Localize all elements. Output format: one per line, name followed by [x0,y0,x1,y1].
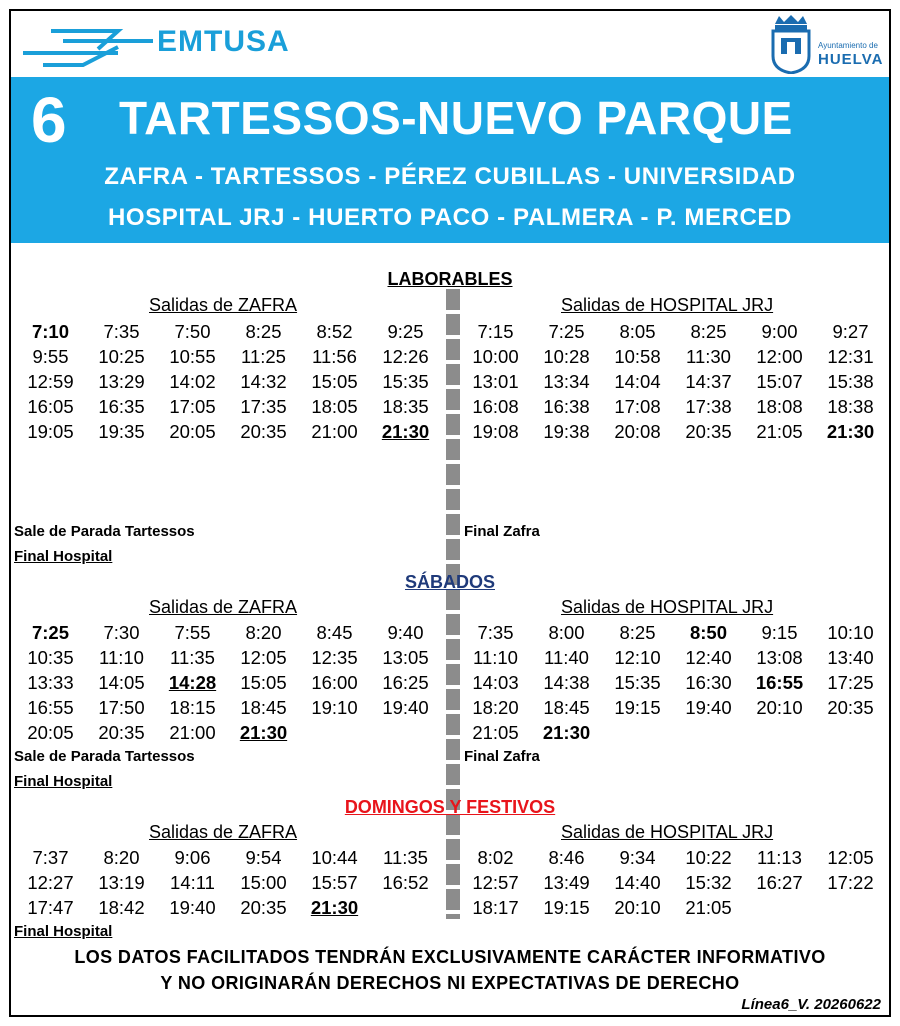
disclaimer-line-2: Y NO ORIGINARÁN DERECHOS NI EXPECTATIVAS DE DERECHO [160,973,740,993]
departure-time: 18:15 [169,697,216,718]
departure-time: 9:27 [832,321,869,342]
departure-time: 15:38 [827,371,874,392]
departure-time: 7:55 [174,622,211,643]
time-row [460,645,886,670]
departure-time: 7:10 [31,321,70,342]
header-salidas-zafra: Salidas de ZAFRA [149,597,298,617]
departure-time: 10:25 [98,346,145,367]
departure-time: 16:52 [382,872,429,893]
council-label: Ayuntamiento de [818,41,878,50]
departure-time: 19:15 [543,897,590,918]
departure-time [370,895,441,920]
departure-time: 16:38 [543,396,590,417]
time-row [460,344,886,369]
departure-time: 10:55 [169,346,216,367]
departure-time: 17:50 [98,697,145,718]
departure-time: 18:17 [472,897,519,918]
departure-time: 14:28 [168,672,217,693]
departure-time: 9:15 [761,622,798,643]
departure-time: 11:35 [170,647,215,668]
departure-time: 17:25 [827,672,874,693]
time-row [15,895,441,920]
note-final-hospital: Final Hospital [14,773,113,790]
stops-line-2: HOSPITAL JRJ - HUERTO PACO - PALMERA - P. MERCED [108,204,792,231]
departure-time: 14:03 [472,672,519,693]
departure-time: 18:42 [98,897,145,918]
departure-time: 16:55 [27,697,74,718]
departure-time: 14:04 [614,371,661,392]
time-row [460,720,886,745]
departure-time: 21:05 [472,722,519,743]
departure-time: 21:05 [756,421,803,442]
departure-time: 17:47 [27,897,74,918]
departure-time: 18:38 [827,396,874,417]
departure-time: 17:22 [827,872,874,893]
departure-time: 7:35 [103,321,140,342]
stops-line-1: ZAFRA - TARTESSOS - PÉREZ CUBILLAS - UNIVERSIDAD [104,163,796,190]
departure-time: 15:05 [311,371,358,392]
time-row [460,419,886,444]
sabados-hospital-times [460,620,886,745]
departure-time: 8:50 [689,622,728,643]
disclaimer [11,944,889,996]
council-name: HUELVA [818,51,884,68]
header-salidas-zafra: Salidas de ZAFRA [149,822,298,842]
departure-time: 21:05 [685,897,732,918]
laborables-zafra-times [15,319,441,444]
departure-time: 12:27 [27,872,74,893]
departure-time: 12:00 [756,346,803,367]
departure-time: 15:00 [240,872,287,893]
departure-time: 9:06 [174,847,211,868]
time-row [15,319,441,344]
time-row [460,895,886,920]
departure-time: 17:38 [685,396,732,417]
departure-time: 8:05 [619,321,656,342]
departure-time: 13:34 [543,371,590,392]
departure-time: 13:40 [827,647,874,668]
departure-time: 19:35 [98,421,145,442]
departure-time: 13:29 [98,371,145,392]
departure-time: 16:00 [311,672,358,693]
departure-time: 11:25 [241,346,286,367]
note-sale-tartessos: Sale de Parada Tartessos [14,748,195,765]
departure-time: 17:35 [240,396,287,417]
departure-time: 8:20 [245,622,282,643]
departure-time [744,895,815,920]
time-row [460,845,886,870]
section-title-sabados: SÁBADOS [404,572,495,592]
departure-time: 20:08 [614,421,661,442]
departure-time: 10:10 [827,622,874,643]
departure-time: 7:30 [103,622,140,643]
departure-time: 7:15 [477,321,514,342]
departure-time: 11:13 [757,847,802,868]
departure-time: 12:05 [827,847,874,868]
departure-time: 18:35 [382,396,429,417]
departure-time [370,720,441,745]
departure-time: 10:35 [27,647,74,668]
note-final-zafra: Final Zafra [464,523,540,540]
departure-time: 11:35 [383,847,428,868]
departure-time: 21:30 [381,421,430,442]
departure-time: 10:44 [311,847,358,868]
departure-time: 12:35 [311,647,358,668]
section-title-domingos: DOMINGOS Y FESTIVOS [344,797,556,817]
departure-time: 7:37 [32,847,69,868]
departure-time: 13:49 [543,872,590,893]
time-row [460,695,886,720]
departure-time: 16:55 [755,672,804,693]
line-name: TARTESSOS-NUEVO PARQUE [119,92,793,144]
departure-time: 10:00 [472,346,519,367]
time-row [460,870,886,895]
departure-time: 19:40 [382,697,429,718]
departure-time: 19:10 [311,697,358,718]
departure-time: 8:00 [548,622,585,643]
departure-time: 20:05 [27,722,74,743]
departure-time: 19:05 [27,421,74,442]
time-row [460,319,886,344]
departure-time: 10:58 [614,346,661,367]
departure-time: 20:10 [756,697,803,718]
departure-time: 10:28 [543,346,590,367]
departure-time: 9:54 [245,847,282,868]
domingos-hospital-times [460,845,886,920]
departure-time: 12:57 [472,872,519,893]
departure-time: 15:35 [614,672,661,693]
departure-time: 7:25 [31,622,70,643]
disclaimer-line-1: LOS DATOS FACILITADOS TENDRÁN EXCLUSIVAMENTE CARÁCTER INFORMATIVO [74,947,826,967]
departure-time: 19:15 [614,697,661,718]
note-final-zafra: Final Zafra [464,748,540,765]
departure-time: 10:22 [685,847,732,868]
departure-time: 7:50 [174,321,211,342]
departure-time: 8:45 [316,622,353,643]
time-row [15,369,441,394]
departure-time: 21:30 [239,722,288,743]
departure-time: 18:05 [311,396,358,417]
departure-time [673,720,744,745]
route-banner [11,77,889,243]
timetable-frame [9,9,891,1017]
time-row [15,720,441,745]
departure-time: 20:35 [827,697,874,718]
departure-time: 11:10 [99,647,144,668]
departure-time: 8:46 [548,847,585,868]
departure-time: 21:30 [542,722,591,743]
time-row [15,419,441,444]
departure-time: 8:25 [245,321,282,342]
version-label: Línea6_V. 20260622 [741,996,881,1013]
time-row [15,645,441,670]
note-final-hospital: Final Hospital [14,548,113,565]
time-row [15,670,441,695]
huelva-crest-icon [769,14,813,74]
brand-name: EMTUSA [157,25,290,58]
departure-time: 13:05 [382,647,429,668]
section-title-laborables: LABORABLES [387,269,513,289]
departure-time: 9:55 [32,346,69,367]
departure-time: 9:40 [387,622,424,643]
departure-time: 11:40 [544,647,589,668]
departure-time [815,895,886,920]
departure-time: 13:19 [98,872,145,893]
time-row [460,394,886,419]
departure-time: 12:40 [685,647,732,668]
departure-time: 19:08 [472,421,519,442]
departure-time: 7:35 [477,622,514,643]
note-sale-tartessos: Sale de Parada Tartessos [14,523,195,540]
departure-time: 18:45 [240,697,287,718]
column-divider [446,289,460,919]
time-row [15,344,441,369]
departure-time: 18:08 [756,396,803,417]
departure-time: 19:38 [543,421,590,442]
departure-time: 8:25 [619,622,656,643]
departure-time: 11:56 [312,346,357,367]
time-row [15,845,441,870]
departure-time: 14:40 [614,872,661,893]
departure-time: 15:57 [311,872,358,893]
departure-time: 12:10 [614,647,661,668]
departure-time: 13:08 [756,647,803,668]
departure-time: 21:00 [311,421,358,442]
departure-time: 11:10 [473,647,518,668]
departure-time: 14:05 [98,672,145,693]
departure-time: 8:25 [690,321,727,342]
departure-time: 9:00 [761,321,798,342]
header-salidas-zafra: Salidas de ZAFRA [149,295,298,315]
departure-time: 20:35 [240,421,287,442]
header-salidas-hospital: Salidas de HOSPITAL JRJ [561,597,774,617]
departure-time: 12:26 [382,346,429,367]
time-row [15,870,441,895]
departure-time: 7:25 [548,321,585,342]
line-number: 6 [31,84,67,156]
emtusa-arrows-logo-icon [23,25,158,69]
departure-time: 16:08 [472,396,519,417]
departure-time: 8:52 [316,321,353,342]
departure-time: 20:35 [240,897,287,918]
departure-time: 12:59 [27,371,74,392]
time-row [460,369,886,394]
departure-time: 14:38 [543,672,590,693]
laborables-hospital-times [460,319,886,444]
time-row [15,394,441,419]
departure-time: 16:35 [98,396,145,417]
departure-time: 12:05 [240,647,287,668]
departure-time [299,720,370,745]
departure-time: 14:11 [170,872,215,893]
departure-time: 18:45 [543,697,590,718]
departure-time: 12:31 [827,346,874,367]
time-row [460,620,886,645]
departure-time: 16:27 [756,872,803,893]
departure-time: 14:02 [169,371,216,392]
departure-time: 8:20 [103,847,140,868]
departure-time: 15:35 [382,371,429,392]
sabados-zafra-times [15,620,441,745]
departure-time: 20:35 [685,421,732,442]
time-row [460,670,886,695]
departure-time: 21:30 [310,897,359,918]
departure-time: 16:30 [685,672,732,693]
departure-time: 18:20 [472,697,519,718]
departure-time: 17:08 [614,396,661,417]
time-row [15,620,441,645]
departure-time: 15:32 [685,872,732,893]
departure-time: 14:32 [240,371,287,392]
departure-time: 20:35 [98,722,145,743]
departure-time: 16:05 [27,396,74,417]
departure-time: 13:33 [27,672,74,693]
departure-time: 19:40 [685,697,732,718]
departure-time: 15:05 [240,672,287,693]
departure-time: 20:05 [169,421,216,442]
departure-time [815,720,886,745]
departure-time: 21:30 [826,421,875,442]
departure-time: 20:10 [614,897,661,918]
header-salidas-hospital: Salidas de HOSPITAL JRJ [561,822,774,842]
time-row [15,695,441,720]
departure-time: 14:37 [685,371,732,392]
departure-time [744,720,815,745]
departure-time: 19:40 [169,897,216,918]
departure-time: 15:07 [756,371,803,392]
domingos-zafra-times [15,845,441,920]
departure-time: 21:00 [169,722,216,743]
header [11,11,889,77]
departure-time: 9:34 [619,847,656,868]
departure-time: 13:01 [472,371,519,392]
departure-time: 16:25 [382,672,429,693]
note-final-hospital: Final Hospital [14,923,113,940]
departure-time: 11:30 [686,346,731,367]
departure-time: 9:25 [387,321,424,342]
departure-time: 17:05 [169,396,216,417]
header-salidas-hospital: Salidas de HOSPITAL JRJ [561,295,774,315]
departure-time: 8:02 [477,847,514,868]
departure-time [602,720,673,745]
